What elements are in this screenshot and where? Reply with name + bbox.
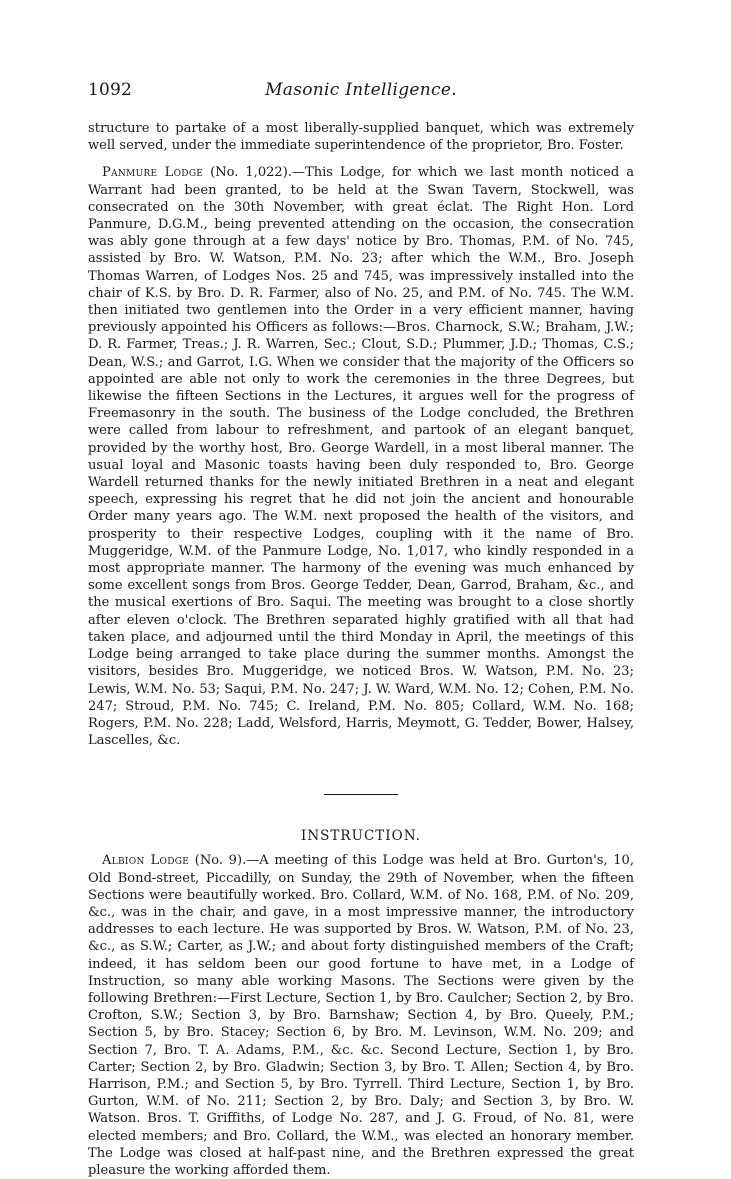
continued-paragraph — [88, 120, 634, 154]
paragraph-text: (No. 9).—A meeting of this Lodge was held at Bro. Gurton's, 10, Old Bond-street, Piccadilly, on Sunday, the 29th of November, when the fifteen Sections were beautifully worked. Bro. Collard, W.M. of No. 168, P.M. of No. 209, &c., was in the chair, and gave, in a most impressive manner, the introductory addresses to each lecture. He was supported by Bros. W. Watson, P.M. of No. 23, &c., as S.W.; Carter, as J.W.; and about forty distinguished members of the Craft; indeed, it has seldom been our good fortune to have met, in a Lodge of Instruction, so many able working Masons. The Sections were given by the following Brethren:—First Lecture, Section 1, by Bro. Caulcher; Section 2, by Bro. Crofton, S.W.; Section 3, by Bro. Barnshaw; Section 4, by Bro. Queely, P.M.; Section 5, by Bro. Stacey; Section 6, by Bro. M. Levinson, W.M. No. 209; and Section 7, Bro. T. A. Adams, P.M., &c. &c. Second Lecture, Section 1, by Bro. Carter; Section 2, by Bro. Gladwin; Section 3, by Bro. T. Allen; Section 4, by Bro. Harrison, P.M.; and Section 5, by Bro. Tyrrell. Third Lecture, Section 1, by Bro. Gurton, W.M. of No. 211; Section 2, by Bro. Daly; and Section 3, by Bro. W. Watson. Bros. T. Griffiths, of Lodge No. 287, and J. G. Froud, of No. 81, were elected members; and Bro. Collard, the W.M., was elected an honorary member. The Lodge was closed at half-past nine, and the Brethren expressed the great pleasure the working afforded them. — [88, 853, 634, 1178]
divider-rule — [324, 794, 398, 796]
section-divider — [88, 781, 634, 800]
page — [88, 80, 634, 1179]
article-body — [88, 120, 634, 749]
instruction-section — [88, 852, 634, 1179]
running-title: Masonic Intelligence. — [265, 80, 457, 100]
lodge-name-lead: Panmure Lodge — [102, 165, 204, 181]
paragraph-text: (No. 1,022).—This Lodge, for which we last month noticed a Warrant had been granted, to be held at the Swan Tavern, Stockwell, was consecrated on the 30th November, with great éclat. The Right Hon. Lord Panmure, D.G.M., being prevented attending on the occasion, the consecration was ably gone through at a few days' notice by Bro. Thomas, P.M. of No. 745, assisted by Bro. W. Watson, P.M. No. 23; after which the W.M., Bro. Joseph Thomas Warren, of Lodges Nos. 25 and 745, was impressively installed into the chair of K.S. by Bro. D. R. Farmer, also of No. 25, and P.M. of No. 745. The W.M. then initiated two gentlemen into the Order in a very efficient manner, having previously appointed his Officers as follows:—Bros. Charnock, S.W.; Braham, J.W.; D. R. Farmer, Treas.; J. R. Warren, Sec.; Clout, S.D.; Plummer, J.D.; Thomas, C.S.; Dean, W.S.; and Garrot, I.G. When we consider that the majority of the Officers so appointed are able not only to work the ceremonies in the three Degrees, but likewise the fifteen Sections in the Lectures, it argues well for the progress of Freemasonry in the south. The business of the Lodge concluded, the Brethren were called from labour to refreshment, and partook of an elegant banquet, provided by the worthy host, Bro. George Wardell, in a most liberal manner. The usual loyal and Masonic toasts having been duly responded to, Bro. George Wardell returned thanks for the newly initiated Brethren in a neat and elegant speech, expressing his regret that he did not join the ancient and honourable Order many years ago. The W.M. next proposed the health of the visitors, and prosperity to their respective Lodges, coupling with it the name of Bro. Muggeridge, W.M. of the Panmure Lodge, No. 1,017, who kindly responded in a most appropriate manner. The harmony of the evening was much enhanced by some excellent songs from Bros. George Tedder, Dean, Garrod, Braham, &c., and the musical exertions of Bro. Saqui. The meeting was brought to a close shortly after eleven o'clock. The Brethren separated highly gratified with all that had taken place, and adjourned until the third Monday in April, the meetings of this Lodge being arranged to take place during the summer months. Amongst the visitors, besides Bro. Muggeridge, we noticed Bros. W. Watson, P.M. No. 23; Lewis, W.M. No. 53; Saqui, P.M. No. 247; J. W. Ward, W.M. No. 12; Cohen, P.M. No. 247; Stroud, P.M. No. 745; C. Ireland, P.M. No. 805; Collard, W.M. No. 168; Rogers, P.M. No. 228; Ladd, Welsford, Harris, Meymott, G. Tedder, Bower, Halsey, Lascelles, &c. — [88, 165, 634, 749]
panmure-lodge-paragraph — [88, 164, 634, 749]
lodge-name-lead: Albion Lodge — [102, 853, 190, 869]
page-header — [88, 80, 634, 104]
page-number: 1092 — [88, 80, 133, 100]
paragraph-text: structure to partake of a most liberally-supplied banquet, which was extremely well served, under the immediate superintendence of the proprietor, Bro. Foster. — [88, 121, 634, 154]
section-heading: INSTRUCTION. — [301, 828, 421, 845]
albion-lodge-paragraph — [88, 852, 634, 1179]
